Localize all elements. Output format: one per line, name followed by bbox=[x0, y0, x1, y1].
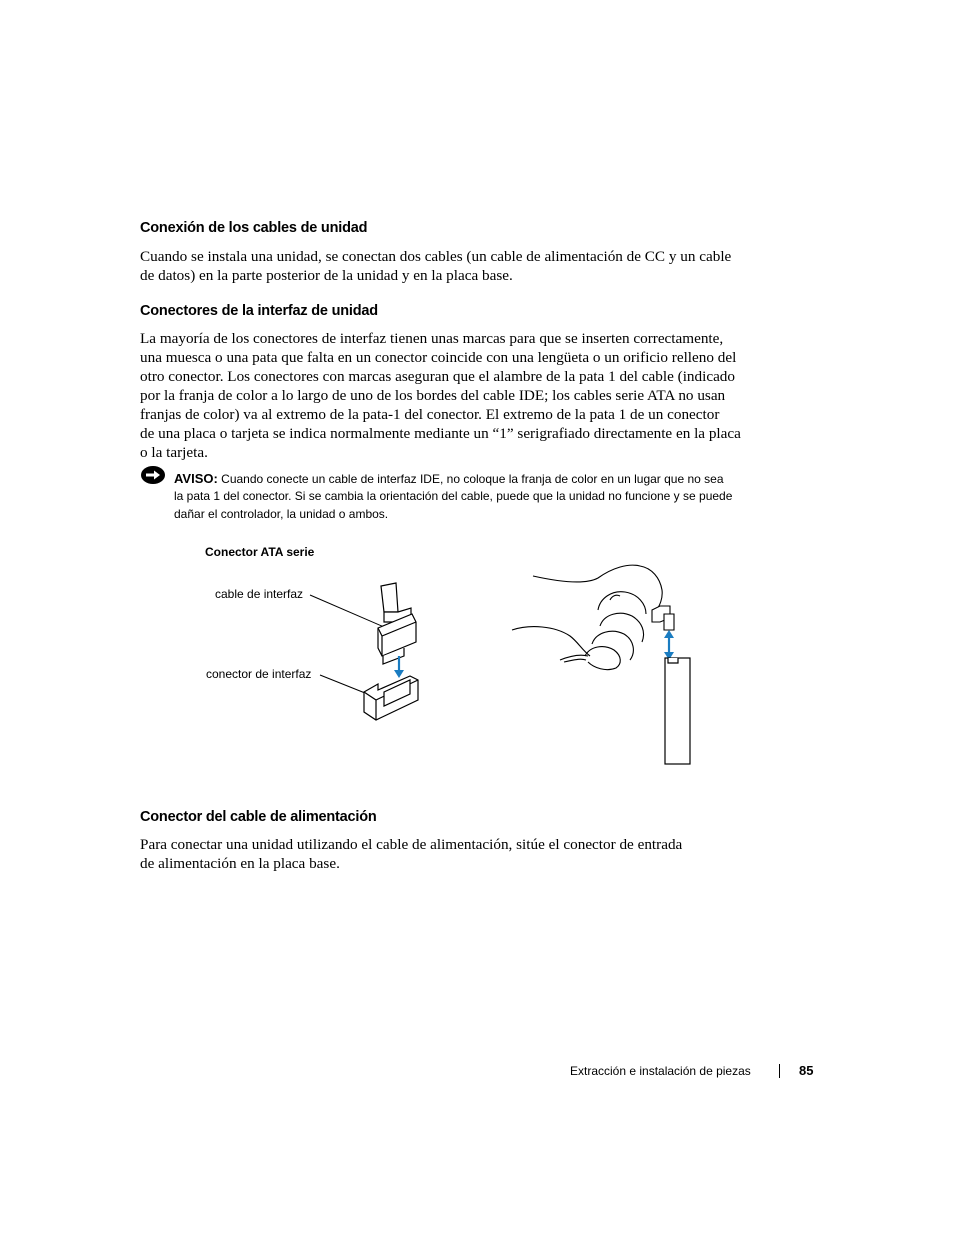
section-heading-conectores: Conectores de la interfaz de unidad bbox=[140, 303, 378, 319]
text-line: franjas de color) va al extremo de la pata-1 del conector. El extremo de la pata 1 de un conector bbox=[140, 406, 720, 423]
text-line: otro conector. Los conectores con marcas aseguran que el alambre de la pata 1 del cable (indicado bbox=[140, 368, 735, 385]
notice-label: AVISO: bbox=[174, 471, 218, 486]
footer-section-title: Extracción e instalación de piezas bbox=[570, 1064, 751, 1078]
text-line: de alimentación en la placa base. bbox=[140, 855, 340, 872]
label-cable-de-interfaz: cable de interfaz bbox=[215, 587, 304, 601]
text-line: una muesca o una pata que falta en un conector coincide con una lengüeta o un orificio relleno del bbox=[140, 349, 737, 366]
card-drawing bbox=[665, 658, 690, 764]
text-line: o la tarjeta. bbox=[140, 444, 208, 461]
notice-text: Cuando conecte un cable de interfaz IDE, no coloque la franja de color en un lugar que no sea bbox=[221, 472, 724, 486]
text-line: de datos) en la parte posterior de la unidad y en la placa base. bbox=[140, 267, 513, 284]
text-line: Para conectar una unidad utilizando el cable de alimentación, sitúe el conector de entrada bbox=[140, 836, 683, 853]
text-line: de una placa o tarjeta se indica normalmente mediante un “1” serigrafiado directamente en la placa bbox=[140, 425, 741, 442]
arrow-head bbox=[394, 670, 404, 678]
text-line: Cuando se instala una unidad, se conectan dos cables (un cable de alimentación de CC y un cable bbox=[140, 248, 732, 265]
arrow-head-up bbox=[664, 630, 674, 638]
section-heading-conexion: Conexión de los cables de unidad bbox=[140, 220, 368, 236]
held-connector-drawing bbox=[652, 606, 674, 630]
hand-drawing bbox=[512, 565, 662, 669]
leader-line-cable bbox=[310, 595, 384, 627]
figure-title: Conector ATA serie bbox=[205, 545, 315, 559]
notice-line: dañar el controlador, la unidad o ambos. bbox=[174, 506, 389, 521]
leader-line-connector bbox=[320, 675, 370, 695]
insertion-arrow-right bbox=[664, 630, 674, 660]
label-conector-de-interfaz: conector de interfaz bbox=[206, 667, 312, 681]
notice-line: la pata 1 del conector. Si se cambia la orientación del cable, puede que la unidad no funcione y se puede bbox=[174, 489, 733, 504]
text-line: La mayoría de los conectores de interfaz tienen unas marcas para que se inserten correctamente, bbox=[140, 330, 724, 347]
footer-divider bbox=[779, 1064, 780, 1078]
section-heading-alimentacion: Conector del cable de alimentación bbox=[140, 809, 377, 825]
text-line: por la franja de color a lo largo de uno de los bordes del cable IDE; los cables serie ATA no usan bbox=[140, 387, 726, 404]
paragraph-alimentacion bbox=[140, 835, 760, 873]
sata-cable-drawing bbox=[378, 583, 416, 664]
page-footer bbox=[560, 1062, 815, 1080]
page-number: 85 bbox=[799, 1063, 814, 1078]
sata-connector-drawing bbox=[364, 676, 418, 720]
